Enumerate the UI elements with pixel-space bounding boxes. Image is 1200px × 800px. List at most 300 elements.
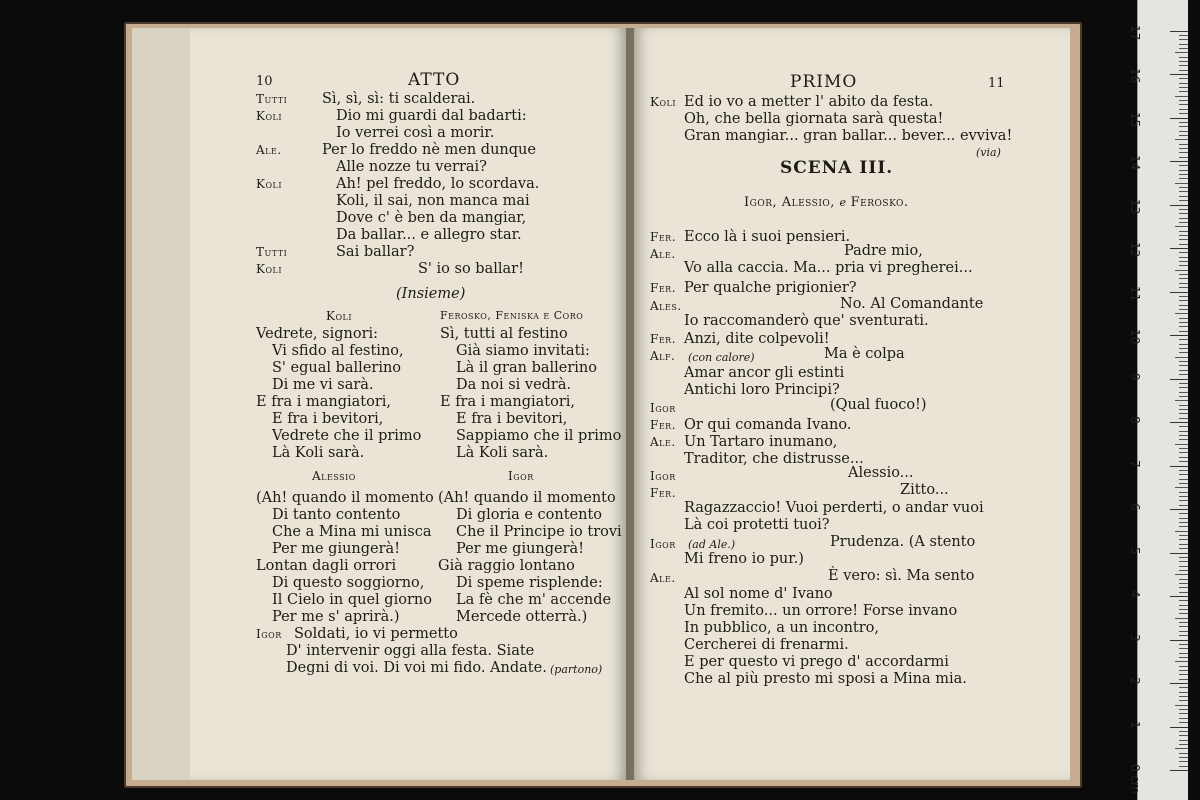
verse-line: Vedrete che il primo — [272, 428, 422, 444]
gutter — [626, 28, 634, 780]
verse-line: Alle nozze tu verrai? — [336, 159, 487, 175]
ruler-tick-minor — [1179, 670, 1188, 671]
ruler-tick-minor — [1179, 448, 1188, 449]
ruler-tick-minor — [1179, 605, 1188, 606]
ruler-tick-minor — [1179, 474, 1188, 475]
ruler-tick-minor — [1179, 244, 1188, 245]
scene-title: SCENA III. — [780, 158, 894, 178]
verse-line: Vedrete, signori: — [256, 326, 379, 342]
speaker: Koli — [650, 95, 676, 109]
verse-line: Sai ballar? — [336, 244, 415, 260]
ruler-tick-minor — [1179, 344, 1188, 345]
left-page — [190, 28, 626, 780]
verse-line: Di questo soggiorno, — [272, 575, 425, 591]
verse-line: Ed io vo a metter l' abito da festa. — [684, 94, 934, 110]
ruler-label: 4 — [1128, 590, 1142, 598]
ruler-tick-minor — [1175, 400, 1188, 401]
ruler-tick-minor — [1179, 631, 1188, 632]
verse-line: Traditor, che distrusse... — [684, 451, 864, 467]
ruler-tick-minor — [1179, 144, 1188, 145]
ruler-tick-major — [1170, 509, 1188, 510]
ruler-tick-minor — [1179, 579, 1188, 580]
ruler-label: 10 — [1128, 329, 1142, 345]
speaker: Igor — [650, 401, 676, 415]
ruler-tick-minor — [1179, 548, 1188, 549]
ruler-tick-minor — [1179, 570, 1188, 571]
ruler-tick-minor — [1179, 104, 1188, 105]
ruler-tick-minor — [1179, 231, 1188, 232]
ruler-tick-minor — [1179, 222, 1188, 223]
verse-line: Per me giungerà! — [272, 541, 401, 557]
ruler-tick-minor — [1179, 635, 1188, 636]
ruler-tick-minor — [1175, 705, 1188, 706]
verse-line: Per qualche prigionier? — [684, 280, 857, 296]
verse-line: Antichi loro Principi? — [684, 382, 840, 398]
verse-line: Lontan dagli orrori — [256, 558, 397, 574]
ruler-tick-minor — [1179, 713, 1188, 714]
speaker: Ale. — [650, 435, 676, 449]
ruler-tick-minor — [1179, 196, 1188, 197]
ruler-tick-minor — [1179, 500, 1188, 501]
ruler-tick-minor — [1175, 226, 1188, 227]
ruler-tick-minor — [1179, 348, 1188, 349]
speaker: Ales. — [650, 299, 682, 313]
ruler-label: 6 — [1128, 503, 1142, 511]
speaker: Igor — [650, 469, 676, 483]
verse-line: Degni di voi. Di voi mi fido. Andate. — [286, 660, 547, 676]
speaker: Ale. — [650, 571, 676, 585]
measuring-ruler — [1128, 0, 1188, 800]
verse-line: Di speme risplende: — [456, 575, 603, 591]
duet-head-right: Ferosko, Feniska e Coro — [440, 309, 584, 322]
ruler-tick-minor — [1179, 653, 1188, 654]
ruler-tick-minor — [1179, 735, 1188, 736]
verse-line: Il Cielo in quel giorno — [272, 592, 432, 608]
scene-characters-e: e — [839, 196, 847, 209]
speaker: Tutti — [256, 92, 288, 106]
verse-line: Soldati, io vi permetto — [294, 626, 458, 642]
ruler-tick-minor — [1179, 239, 1188, 240]
ruler-tick-minor — [1179, 492, 1188, 493]
ruler-tick-minor — [1179, 431, 1188, 432]
verse-line: Amar ancor gli estinti — [684, 365, 845, 381]
verse-line: Di me vi sarà. — [272, 377, 374, 393]
verse-line: E fra i bevitori, — [456, 411, 568, 427]
verse-line: Di tanto contento — [272, 507, 401, 523]
verse-line: Là Koli sarà. — [272, 445, 365, 461]
speaker: Koli — [256, 109, 282, 123]
ruler-tick-major — [1170, 596, 1188, 597]
ruler-tick-minor — [1179, 740, 1188, 741]
ruler-tick-minor — [1179, 383, 1188, 384]
speaker: Alf. — [650, 349, 676, 363]
ruler-tick-minor — [1179, 544, 1188, 545]
ruler-tick-minor — [1179, 539, 1188, 540]
verse-line: Zitto... — [900, 482, 949, 498]
ruler-tick-minor — [1179, 265, 1188, 266]
verse-line: Ah! pel freddo, lo scordava. — [336, 176, 540, 192]
ruler-tick-major — [1170, 31, 1188, 32]
ruler-tick-minor — [1179, 696, 1188, 697]
ruler-tick-minor — [1175, 270, 1188, 271]
ruler-tick-major — [1170, 727, 1188, 728]
ruler-tick-minor — [1179, 200, 1188, 201]
verse-line: Che al più presto mi sposi a Mina mia. — [684, 671, 967, 687]
ruler-tick-minor — [1175, 357, 1188, 358]
ruler-tick-major — [1170, 248, 1188, 249]
ruler-tick-minor — [1179, 374, 1188, 375]
verse-line: Sappiamo che il primo — [456, 428, 622, 444]
verse-line: Da noi si vedrà. — [456, 377, 572, 393]
ruler-tick-minor — [1179, 648, 1188, 649]
verse-line: Ragazzaccio! Vuoi perderti, o andar vuoi — [684, 500, 984, 516]
ruler-label: 11 — [1128, 285, 1142, 301]
ruler-label: 16 — [1128, 68, 1142, 84]
verse-line: D' intervenir oggi alla festa. Siate — [286, 643, 535, 659]
ruler-tick-minor — [1179, 753, 1188, 754]
ruler-tick-minor — [1179, 235, 1188, 236]
ruler-tick-minor — [1179, 657, 1188, 658]
ruler-tick-minor — [1179, 409, 1188, 410]
ruler-tick-minor — [1179, 505, 1188, 506]
ruler-tick-minor — [1179, 392, 1188, 393]
ruler-tick-minor — [1179, 361, 1188, 362]
verse-line: Che a Mina mi unisca — [272, 524, 432, 540]
ruler-tick-minor — [1179, 187, 1188, 188]
insieme-heading: (Insieme) — [396, 286, 466, 302]
verse-line: In pubblico, a un incontro, — [684, 620, 880, 636]
stage-direction: (ad Ale.) — [688, 538, 736, 551]
ruler-tick-minor — [1179, 518, 1188, 519]
ruler-tick-minor — [1179, 666, 1188, 667]
verse-line: Che il Principe io trovi — [456, 524, 622, 540]
verse-line: Io verrei così a morir. — [336, 125, 495, 141]
stage-direction: (partono) — [550, 663, 603, 676]
verse-line: Io raccomanderò que' sventurati. — [684, 313, 929, 329]
ruler-tick-minor — [1179, 178, 1188, 179]
ruler-tick-minor — [1179, 122, 1188, 123]
ruler-tick-minor — [1179, 44, 1188, 45]
ruler-tick-minor — [1179, 135, 1188, 136]
ruler-tick-minor — [1179, 470, 1188, 471]
ruler-tick-minor — [1179, 48, 1188, 49]
verse-line: (Ah! quando il momento — [438, 490, 616, 506]
ruler-tick-major — [1170, 161, 1188, 162]
ruler-tick-minor — [1179, 100, 1188, 101]
ruler-tick-minor — [1179, 157, 1188, 158]
ruler-tick-minor — [1179, 305, 1188, 306]
speaker: Ale. — [650, 247, 676, 261]
verse-line: Di gloria e contento — [456, 507, 603, 523]
verse-line: Per lo freddo nè men dunque — [322, 142, 536, 158]
ruler-label: 17 — [1128, 24, 1142, 40]
verse-line: Prudenza. (A stento — [830, 534, 976, 550]
verse-line: S' io so ballar! — [418, 261, 524, 277]
ruler-tick-minor — [1179, 613, 1188, 614]
stage-direction: (con calore) — [688, 351, 755, 364]
ruler-tick-minor — [1179, 583, 1188, 584]
duet-head-left: Koli — [326, 309, 352, 323]
ruler-label: 0 cm — [1128, 764, 1142, 794]
ruler-tick-minor — [1179, 679, 1188, 680]
ruler-tick-minor — [1179, 61, 1188, 62]
ruler-tick-minor — [1179, 687, 1188, 688]
ruler-tick-minor — [1179, 70, 1188, 71]
ruler-tick-minor — [1179, 439, 1188, 440]
ruler-tick-minor — [1179, 257, 1188, 258]
ruler-tick-minor — [1179, 526, 1188, 527]
speaker: Tutti — [256, 245, 288, 259]
ruler-tick-minor — [1179, 83, 1188, 84]
ruler-tick-minor — [1179, 91, 1188, 92]
ruler-tick-major — [1170, 292, 1188, 293]
ruler-tick-minor — [1179, 113, 1188, 114]
ruler-tick-minor — [1175, 618, 1188, 619]
duet-head-left: Alessio — [312, 469, 356, 483]
ruler-tick-minor — [1179, 39, 1188, 40]
ruler-tick-minor — [1179, 757, 1188, 758]
ruler-label: 5 — [1128, 546, 1142, 555]
ruler-tick-minor — [1179, 326, 1188, 327]
ruler-tick-minor — [1179, 674, 1188, 675]
ruler-tick-minor — [1179, 461, 1188, 462]
verse-line: Già raggio lontano — [438, 558, 575, 574]
verse-line: Mi freno io pur.) — [684, 551, 804, 567]
ruler-label: 1 — [1128, 720, 1142, 729]
ruler-tick-minor — [1179, 535, 1188, 536]
ruler-tick-minor — [1179, 483, 1188, 484]
verse-line: Koli, il sai, non manca mai — [336, 193, 530, 209]
verse-line: Dio mi guardi dal badarti: — [336, 108, 527, 124]
verse-line: Là il gran ballerino — [456, 360, 597, 376]
verse-line: (Ah! quando il momento — [256, 490, 434, 506]
ruler-tick-minor — [1179, 457, 1188, 458]
scene-characters-b: Ferosko. — [850, 195, 909, 210]
ruler-tick-minor — [1179, 65, 1188, 66]
ruler-tick-minor — [1179, 718, 1188, 719]
ruler-tick-minor — [1179, 218, 1188, 219]
ruler-tick-minor — [1179, 252, 1188, 253]
ruler-tick-minor — [1179, 566, 1188, 567]
speaker: Ale. — [256, 143, 282, 157]
ruler-tick-minor — [1179, 418, 1188, 419]
ruler-tick-minor — [1179, 370, 1188, 371]
verse-line: Alessio... — [848, 465, 914, 481]
speaker: Fer. — [650, 230, 677, 244]
ruler-tick-minor — [1179, 387, 1188, 388]
ruler-tick-minor — [1179, 331, 1188, 332]
running-head: PRIMO — [790, 72, 858, 92]
ruler-tick-major — [1170, 770, 1188, 771]
ruler-label: 9 — [1128, 372, 1142, 381]
verse-line: (Qual fuoco!) — [830, 397, 927, 413]
verse-line: E fra i bevitori, — [272, 411, 384, 427]
ruler-tick-minor — [1175, 487, 1188, 488]
ruler-tick-minor — [1179, 78, 1188, 79]
ruler-tick-major — [1170, 379, 1188, 380]
ruler-tick-minor — [1179, 626, 1188, 627]
ruler-tick-minor — [1179, 261, 1188, 262]
verse-line: Cercherei di frenarmi. — [684, 637, 849, 653]
verse-line: Per me giungerà! — [456, 541, 585, 557]
ruler-tick-minor — [1179, 152, 1188, 153]
ruler-tick-minor — [1179, 709, 1188, 710]
ruler-tick-minor — [1179, 109, 1188, 110]
ruler-tick-minor — [1179, 57, 1188, 58]
verse-line: Mercede otterrà.) — [456, 609, 588, 625]
speaker: Igor — [650, 537, 676, 551]
ruler-tick-minor — [1179, 296, 1188, 297]
verse-line: Anzi, dite colpevoli! — [684, 331, 830, 347]
ruler-tick-minor — [1179, 722, 1188, 723]
ruler-tick-minor — [1179, 435, 1188, 436]
ruler-tick-minor — [1179, 609, 1188, 610]
ruler-tick-minor — [1179, 622, 1188, 623]
ruler-tick-minor — [1179, 283, 1188, 284]
ruler-tick-minor — [1179, 592, 1188, 593]
ruler-tick-minor — [1179, 600, 1188, 601]
ruler-tick-minor — [1179, 318, 1188, 319]
verse-line: È vero: sì. Ma sento — [828, 568, 975, 584]
ruler-tick-minor — [1179, 413, 1188, 414]
verse-line: La fè che m' accende — [456, 592, 612, 608]
verse-line: Già siamo invitati: — [456, 343, 590, 359]
right-page — [634, 28, 1070, 780]
ruler-tick-minor — [1179, 131, 1188, 132]
speaker: Fer. — [650, 332, 677, 346]
ruler-tick-minor — [1175, 52, 1188, 53]
ruler-tick-minor — [1179, 557, 1188, 558]
ruler-tick-minor — [1179, 426, 1188, 427]
speaker: Igor — [256, 627, 282, 641]
verse-line: Ma è colpa — [824, 346, 905, 362]
ruler-tick-minor — [1179, 513, 1188, 514]
verse-line: Da ballar... e allegro star. — [336, 227, 522, 243]
ruler-label: 13 — [1128, 198, 1142, 214]
ruler-tick-major — [1170, 553, 1188, 554]
verse-line: Padre mio, — [844, 243, 923, 259]
ruler-tick-minor — [1179, 174, 1188, 175]
ruler-tick-minor — [1175, 531, 1188, 532]
ruler-tick-minor — [1179, 365, 1188, 366]
ruler-tick-major — [1170, 683, 1188, 684]
ruler-tick-minor — [1179, 309, 1188, 310]
ruler-tick-major — [1170, 466, 1188, 467]
verse-line: Sì, tutti al festino — [440, 326, 568, 342]
scene-characters — [744, 194, 909, 211]
ruler-tick-minor — [1175, 661, 1188, 662]
ruler-tick-major — [1170, 118, 1188, 119]
verse-line: Ecco là i suoi pensieri. — [684, 229, 851, 245]
verse-line: Un Tartaro inumano, — [684, 434, 838, 450]
scene-characters-a: Igor, Alessio, — [744, 195, 835, 210]
verse-line: E fra i mangiatori, — [440, 394, 576, 410]
ruler-tick-major — [1170, 335, 1188, 336]
ruler-tick-minor — [1175, 444, 1188, 445]
ruler-tick-minor — [1179, 587, 1188, 588]
ruler-tick-minor — [1179, 522, 1188, 523]
verse-line: Al sol nome d' Ivano — [684, 586, 833, 602]
ruler-tick-minor — [1179, 766, 1188, 767]
ruler-tick-minor — [1179, 87, 1188, 88]
verse-line: Là coi protetti tuoi? — [684, 517, 830, 533]
ruler-tick-minor — [1175, 183, 1188, 184]
ruler-tick-major — [1170, 640, 1188, 641]
ruler-tick-minor — [1179, 700, 1188, 701]
ruler-label: 8 — [1128, 416, 1142, 424]
ruler-tick-major — [1170, 205, 1188, 206]
ruler-tick-minor — [1179, 148, 1188, 149]
ruler-tick-minor — [1175, 748, 1188, 749]
speaker: Fer. — [650, 418, 677, 432]
ruler-tick-minor — [1179, 213, 1188, 214]
verse-line: Là Koli sarà. — [456, 445, 549, 461]
ruler-tick-minor — [1179, 35, 1188, 36]
ruler-tick-minor — [1179, 644, 1188, 645]
ruler-tick-minor — [1179, 405, 1188, 406]
ruler-tick-minor — [1179, 126, 1188, 127]
ruler-tick-minor — [1175, 313, 1188, 314]
ruler-label: 15 — [1128, 111, 1142, 127]
ruler-tick-minor — [1179, 496, 1188, 497]
ruler-tick-minor — [1179, 479, 1188, 480]
running-head: ATTO — [408, 70, 461, 90]
ruler-tick-minor — [1179, 209, 1188, 210]
verse-line: Sì, sì, sì: ti scalderai. — [322, 91, 476, 107]
speaker: Fer. — [650, 486, 677, 500]
verse-line: Dove c' è ben da mangiar, — [336, 210, 527, 226]
ruler-label: 7 — [1128, 459, 1142, 468]
verse-line: E per questo vi prego d' accordarmi — [684, 654, 949, 670]
ruler-tick-minor — [1179, 731, 1188, 732]
ruler-tick-minor — [1179, 452, 1188, 453]
ruler-tick-minor — [1179, 191, 1188, 192]
ruler-tick-minor — [1179, 322, 1188, 323]
verse-line: Or qui comanda Ivano. — [684, 417, 852, 433]
ruler-tick-minor — [1179, 761, 1188, 762]
ruler-tick-minor — [1175, 139, 1188, 140]
ruler-tick-major — [1170, 422, 1188, 423]
ruler-label: 3 — [1128, 633, 1142, 642]
ruler-tick-minor — [1179, 300, 1188, 301]
verse-line: Oh, che bella giornata sarà questa! — [684, 111, 944, 127]
ruler-label: 12 — [1128, 242, 1142, 258]
ruler-tick-minor — [1179, 165, 1188, 166]
verse-line: Un fremito... un orrore! Forse invano — [684, 603, 958, 619]
ruler-tick-minor — [1175, 574, 1188, 575]
ruler-tick-minor — [1179, 692, 1188, 693]
ruler-tick-minor — [1179, 339, 1188, 340]
verse-line: No. Al Comandante — [840, 296, 984, 312]
ruler-label: 14 — [1128, 155, 1142, 171]
ruler-tick-minor — [1179, 396, 1188, 397]
page-number: 11 — [988, 76, 1005, 91]
ruler-tick-minor — [1179, 561, 1188, 562]
verse-line: Per me s' aprirà.) — [272, 609, 400, 625]
ruler-tick-major — [1170, 74, 1188, 75]
page-number: 10 — [256, 74, 273, 89]
ruler-tick-minor — [1179, 287, 1188, 288]
duet-head-right: Igor — [508, 469, 534, 483]
ruler-tick-minor — [1179, 170, 1188, 171]
ruler-tick-minor — [1179, 274, 1188, 275]
ruler-tick-minor — [1175, 96, 1188, 97]
ruler-tick-minor — [1179, 744, 1188, 745]
speaker: Fer. — [650, 281, 677, 295]
ruler-label: 2 — [1128, 677, 1142, 685]
speaker: Koli — [256, 177, 282, 191]
stage-direction: (via) — [976, 146, 1001, 159]
